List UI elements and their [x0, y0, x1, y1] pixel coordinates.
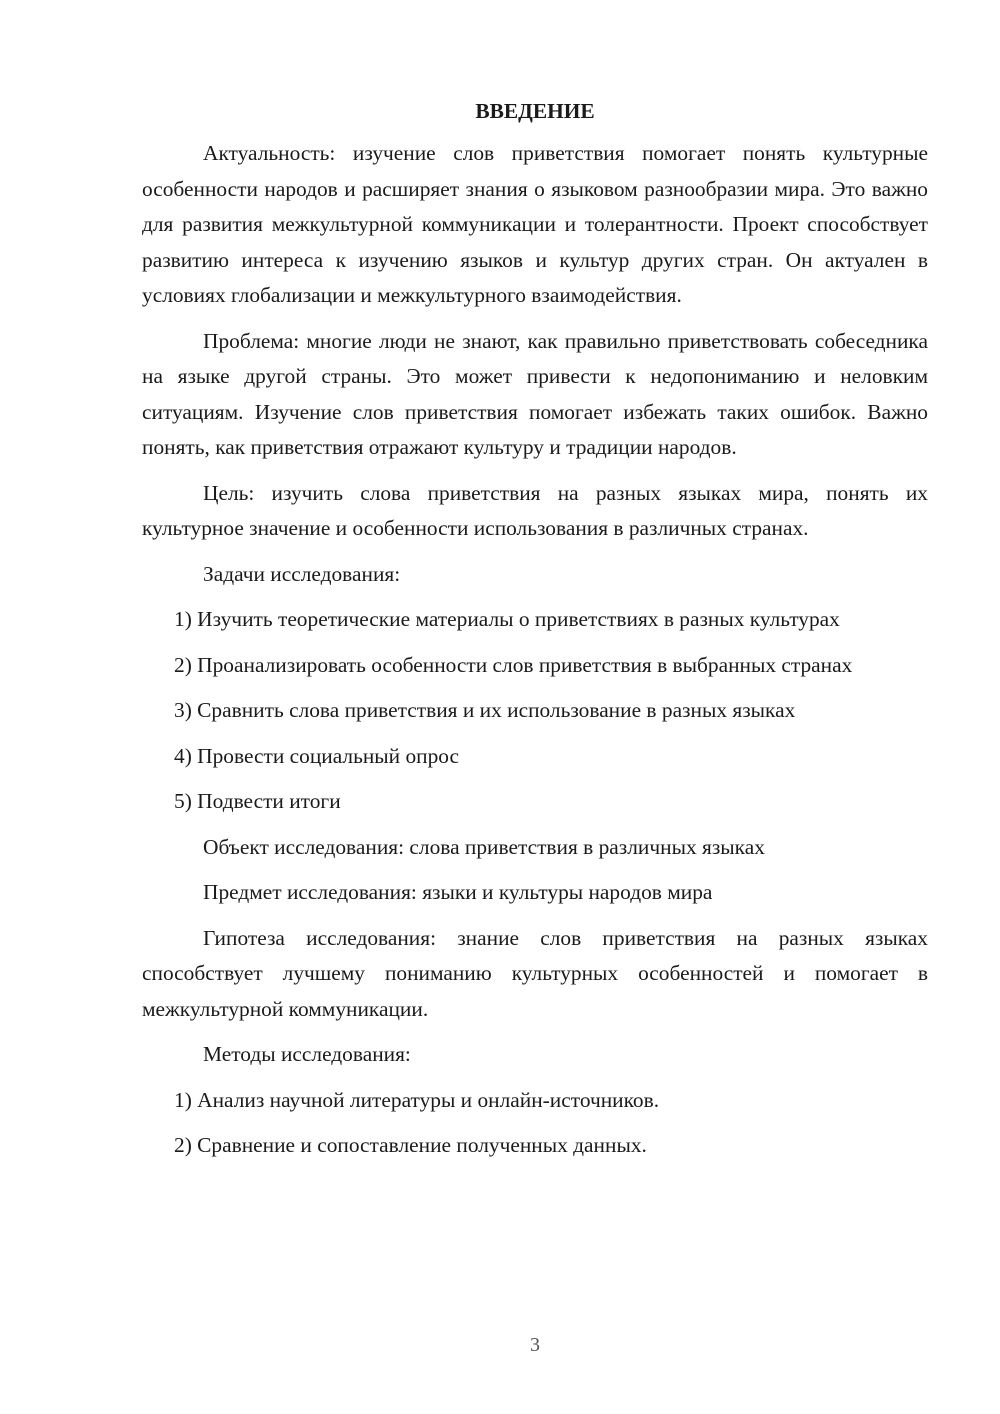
methods-heading: Методы исследования:	[203, 1042, 411, 1066]
problem-paragraph: Проблема: многие люди не знают, как правильно приветствовать собеседника на языке другой страны. Это может привести к недопониманию и неловким ситуациям. Изучение слов приветствия помогает избежать таких ошибок. Важно понять, как приветствия отражают культуру и традиции народов.	[142, 328, 928, 459]
task-item: 3) Сравнить слова приветствия и их использование в разных языках	[174, 698, 796, 722]
task-item: 2) Проанализировать особенности слов приветствия в выбранных странах	[174, 652, 853, 677]
goal-paragraph: Цель: изучить слова приветствия на разных языках мира, понять их культурное значение и особенности использования в различных странах.	[142, 480, 928, 540]
relevance-paragraph: Актуальность: изучение слов приветствия помогает понять культурные особенности народов и расширяет знания о языковом разнообразии мира. Это важно для развития межкультурной коммуникации и толерантности. Проект способствует развитию интереса к изучению языков и культур других стран. Он актуален в условиях глобализации и межкультурного взаимодействия.	[142, 141, 928, 307]
section-title: ВВЕДЕНИЕ	[475, 99, 595, 123]
page-number: 3	[530, 1334, 540, 1356]
method-item: 1) Анализ научной литературы и онлайн-источников.	[174, 1087, 660, 1112]
hypothesis-paragraph: Гипотеза исследования: знание слов приветствия на разных языках способствует лучшему пониманию культурных особенностей и помогает в межкультурной коммуникации.	[142, 925, 928, 1021]
task-item: 5) Подвести итоги	[174, 789, 341, 813]
tasks-heading: Задачи исследования:	[203, 561, 401, 586]
task-item: 1) Изучить теоретические материалы о приветствиях в разных культурах	[174, 607, 840, 631]
subject-paragraph: Предмет исследования: языки и культуры народов мира	[203, 880, 713, 904]
task-item: 4) Провести социальный опрос	[174, 743, 460, 768]
object-paragraph: Объект исследования: слова приветствия в различных языках	[203, 834, 765, 859]
document-page	[142, 96, 928, 1174]
method-item: 2) Сравнение и сопоставление полученных данных.	[174, 1133, 647, 1157]
